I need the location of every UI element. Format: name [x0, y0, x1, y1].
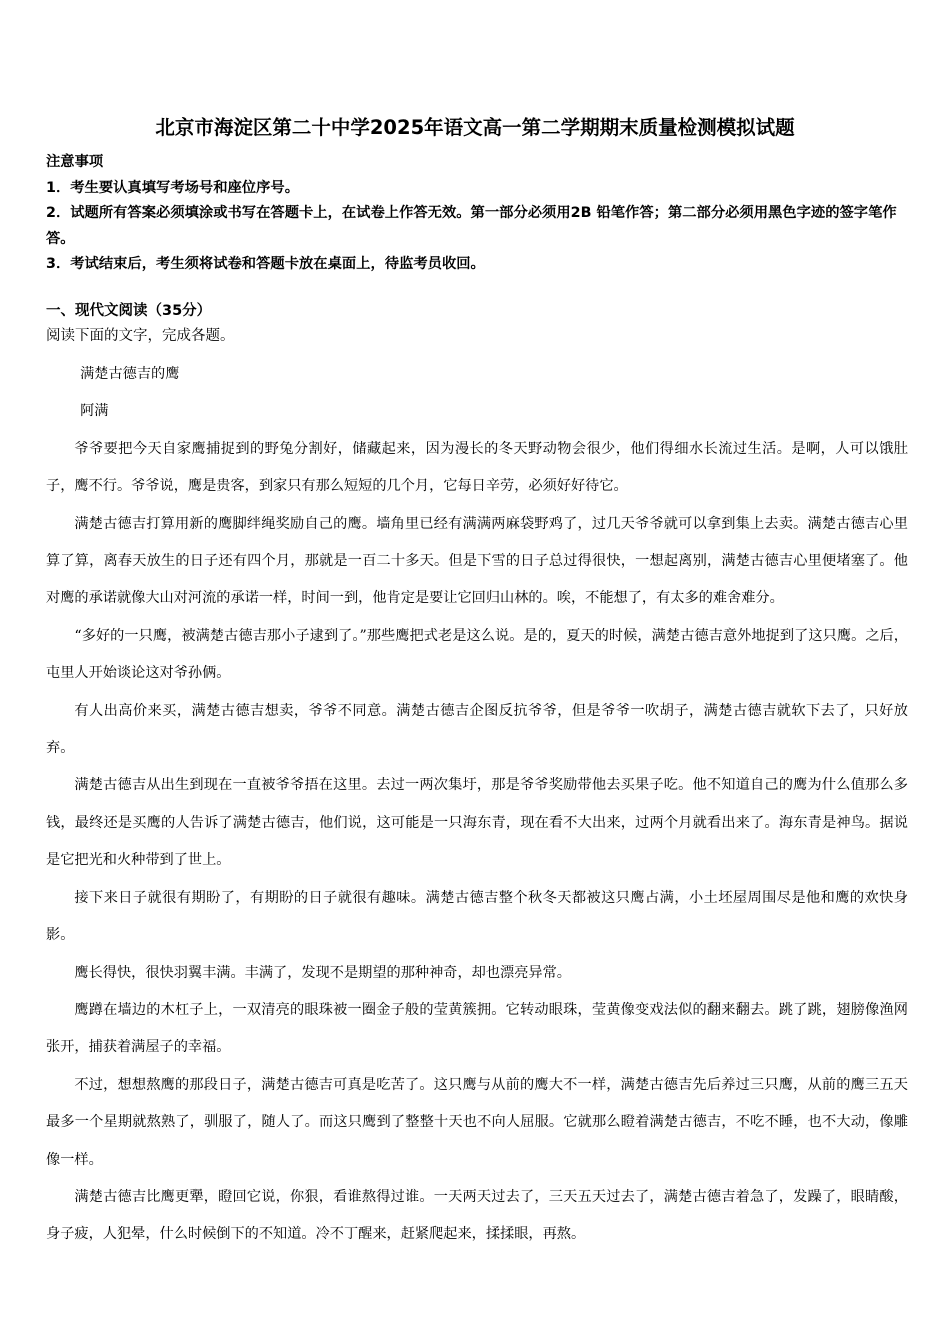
- article-paragraph: 满楚古德吉从出生到现在一直被爷爷捂在这里。去过一两次集圩，那是爷爷奖励带他去买果子吃。他不知道自己的鹰为什么值那么多钱，最终还是买鹰的人告诉了满楚古德吉，他们说，这可能是一只海东青，现在看不大出来，过两个月就看出来了。海东青是神鸟。据说是它把光和火种带到了世上。: [46, 777, 908, 869]
- article-paragraph: “多好的一只鹰，被满楚古德吉那小子逮到了。”那些鹰把式老是这么说。是的，夏天的时候，满楚古德吉意外地捉到了这只鹰。之后，屯里人开始谈论这对爷孙俩。: [46, 627, 908, 682]
- article-paragraph: 鹰蹲在墙边的木杠子上，一双清亮的眼珠被一圈金子般的莹黄簇拥。它转动眼珠，莹黄像变戏法似的翻来翻去。跳了跳，翅膀像渔网张开，捕获着满屋子的幸福。: [46, 1001, 908, 1056]
- article-paragraph: 不过，想想熬鹰的那段日子，满楚古德吉可真是吃苦了。这只鹰与从前的鹰大不一样，满楚古德吉先后养过三只鹰，从前的鹰三五天最多一个星期就熬熟了，驯服了，随人了。而这只鹰到了整整十天也不向人屈服。它就那么瞪着满楚古德吉，不吃不睡，也不大动，像雕像一样。: [46, 1076, 908, 1168]
- article-paragraph: 有人出高价来买，满楚古德吉想卖，爷爷不同意。满楚古德吉企图反抗爷爷，但是爷爷一吹胡子，满楚古德吉就软下去了，只好放弃。: [46, 702, 908, 757]
- article-paragraph: 满楚古德吉比鹰更犟，瞪回它说，你狠，看谁熬得过谁。一天两天过去了，三天五天过去了，满楚古德吉着急了，发躁了，眼睛酸，身子疲，人犯晕，什么时候倒下的不知道。冷不丁醒来，赶紧爬起来，揉揉眼，再熬。: [46, 1188, 908, 1243]
- article-author: 阿满: [80, 403, 109, 420]
- notice-heading: 注意事项: [46, 154, 104, 170]
- notice-item: 1．考生要认真填写考场号和座位序号。: [46, 179, 299, 196]
- article-title: 满楚古德吉的鹰: [80, 366, 180, 382]
- article-paragraph: 爷爷要把今天自家鹰捕捉到的野兔分割好，储藏起来，因为漫长的冬天野动物会很少，他们得细水长流过生活。是啊，人可以饿肚子，鹰不行。爷爷说，鹰是贵客，到家只有那么短短的几个月，它每日辛劳，必须好好待它。: [46, 440, 908, 495]
- article-paragraph: 接下来日子就很有期盼了，有期盼的日子就很有趣味。满楚古德吉整个秋冬天都被这只鹰占满，小土坯屋周围尽是他和鹰的欢快身影。: [46, 889, 908, 944]
- article-paragraph: 鹰长得快，很快羽翼丰满。丰满了，发现不是期望的那种神奇，却也漂亮异常。: [74, 964, 571, 981]
- page-title: 北京市海淀区第二十中学2025年语文高一第二学期期末质量检测模拟试题: [155, 116, 795, 139]
- section-instruction: 阅读下面的文字，完成各题。: [46, 328, 235, 344]
- article-body: [46, 356, 908, 1254]
- notice-item: 3．考试结束后，考生须将试卷和答题卡放在桌面上，待监考员收回。: [46, 256, 485, 272]
- notice-block: [46, 150, 906, 278]
- section-header: [46, 299, 235, 349]
- notice-item: 2．试题所有答案必须填涂或书写在答题卡上，在试卷上作答无效。第一部分必须用2B 铅笔作答；第二部分必须用黑色字迹的签字笔作答。: [46, 205, 897, 247]
- section-heading: 一、现代文阅读（35分）: [46, 303, 212, 319]
- article-paragraph: 满楚古德吉打算用新的鹰脚绊绳奖励自己的鹰。墙角里已经有满满两麻袋野鸡了，过几天爷爷就可以拿到集上去卖。满楚古德吉心里算了算，离春天放生的日子还有四个月，那就是一百二十多天。但是下雪的日子总过得很快，一想起离别，满楚古德吉心里便堵塞了。他对鹰的承诺就像大山对河流的承诺一样，时间一到，他肯定是要让它回归山林的。唉，不能想了，有太多的难舍难分。: [46, 515, 908, 607]
